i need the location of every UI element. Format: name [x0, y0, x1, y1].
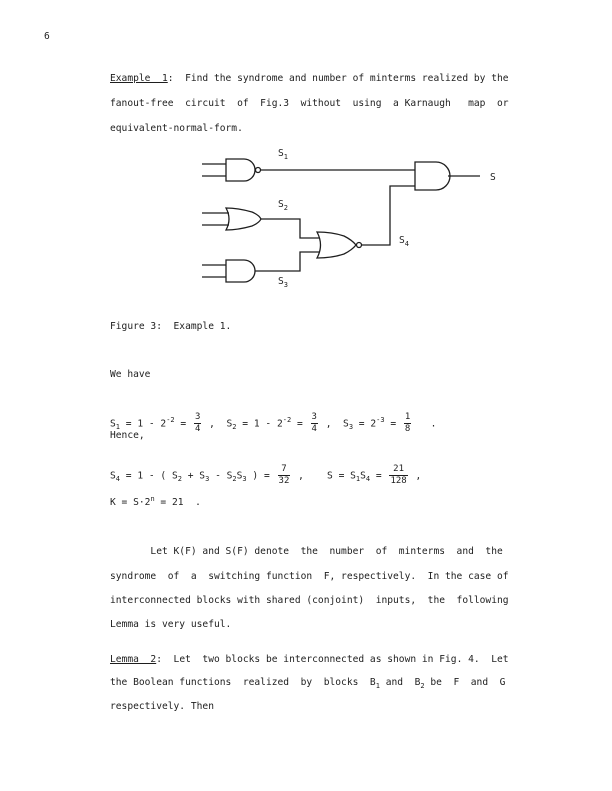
and-gate-top — [226, 159, 255, 181]
paragraph-line-2: syndrome of a switching function F, respectively. In the case of — [110, 571, 509, 582]
fraction-s3: $\frac{1}{8}$ — [404, 411, 411, 434]
fraction-s: $\frac{21}{128}$ — [390, 463, 407, 486]
equation-k: $K = S\cdot 2^n = 21$ . — [110, 495, 201, 508]
lemma-line-1: Lemma 2: Let two blocks be interconnected as shown in Fig. 4. Let — [110, 654, 509, 665]
figure-caption: Figure 3: Example 1. — [110, 321, 232, 332]
paragraph-line-1: Let K(F) and S(F) denote the number of minterms and the — [110, 546, 503, 557]
inversion-bubble-right — [357, 243, 362, 248]
label-s1: $S_1$ — [278, 148, 288, 161]
and-gate-output — [415, 162, 450, 190]
label-s4: $S_4$ — [399, 235, 409, 248]
lemma-line-2: the Boolean functions realized by blocks $B_1$ and $B_2$ be F and G — [110, 677, 506, 690]
equation-syndromes: $S_1 = 1 - 2^{-2}$ = $\frac{3}{4}$ , $S_2 = 1 - 2^{-2}$ = $\frac{3}{4}$ , $S_3 = 2^{-3}$ = $\frac{1}{8}$ . — [110, 411, 437, 434]
label-s-output: S — [490, 172, 496, 183]
fraction-s1: $\frac{3}{4}$ — [194, 411, 201, 434]
equation-s4: $S_4 = 1$ - ( $S_2 + S_3 - S_2S_3$ ) = $\frac{7}{32}$ , $S = S_1S_4$ = $\frac{21}{128}$ , — [110, 463, 422, 486]
nor-gate-right — [317, 232, 356, 258]
lemma-label: Lemma 2 — [110, 654, 157, 665]
label-s3: $S_3$ — [278, 276, 288, 289]
label-s2: $S_2$ — [278, 199, 288, 212]
hence-text: Hence, — [110, 430, 145, 441]
or-gate-middle — [226, 208, 261, 230]
example-text-1: : Find the syndrome and number of minterms realized by the — [167, 73, 509, 84]
page-number: 6 — [44, 31, 50, 42]
fraction-s2: $\frac{3}{4}$ — [311, 411, 317, 434]
fraction-s4: $\frac{7}{32}$ — [278, 463, 290, 486]
we-have-text: We have — [110, 369, 151, 380]
example-line-2: fanout-free circuit of Fig.3 without using a Karnaugh map or — [110, 98, 509, 109]
and-gate-bottom — [226, 260, 255, 282]
example-line-3: equivalent-normal-form. — [110, 123, 243, 134]
paragraph-line-3: interconnected blocks with shared (conjoint) inputs, the following — [110, 595, 509, 606]
paragraph-line-4: Lemma is very useful. — [110, 619, 232, 630]
lemma-line-3: respectively. Then — [110, 701, 214, 712]
example-label: Example 1 — [110, 73, 168, 84]
inversion-bubble — [256, 168, 261, 173]
